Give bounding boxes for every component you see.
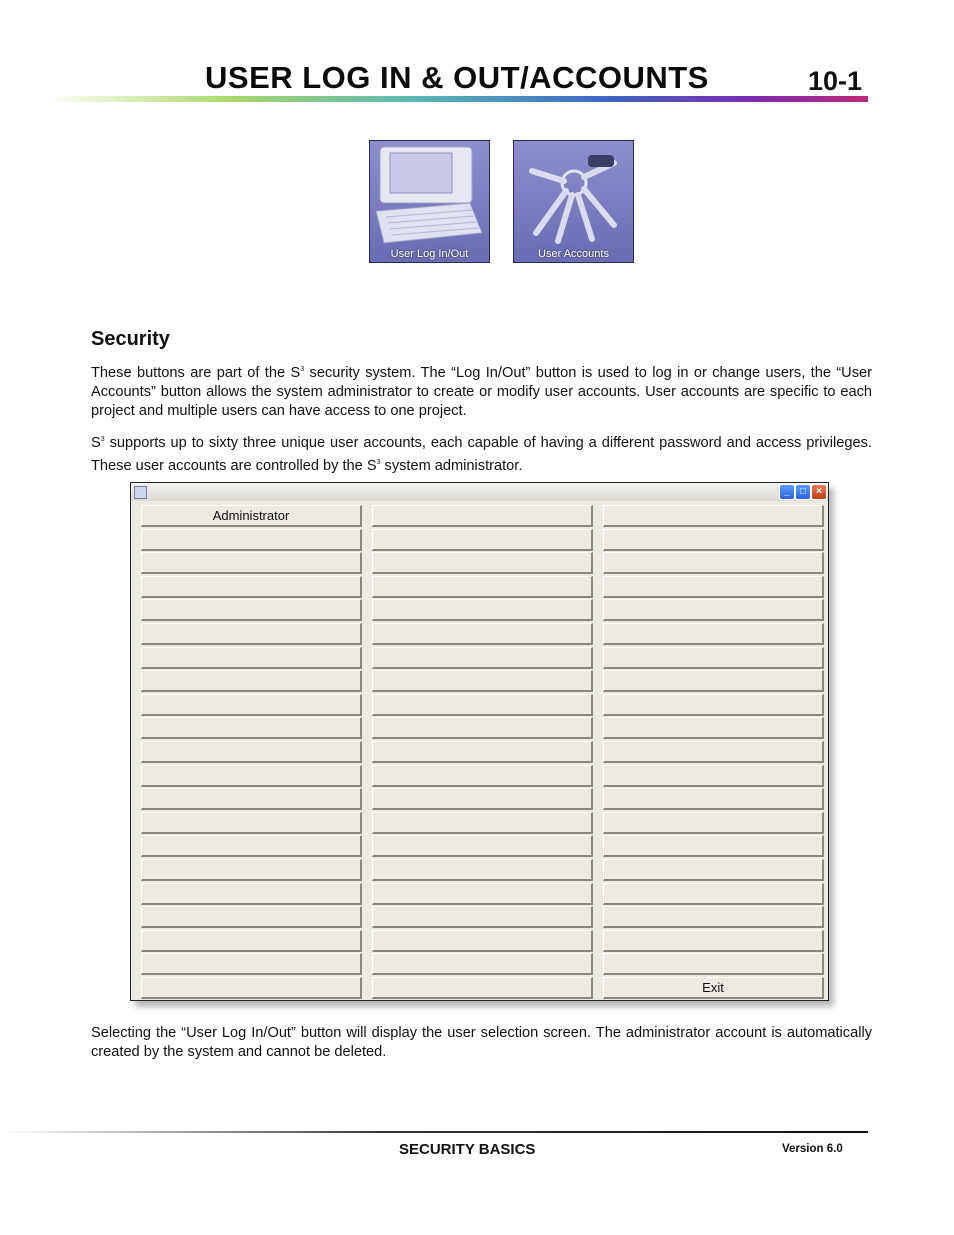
user-slot-button[interactable] (603, 670, 824, 692)
user-accounts-label: User Accounts (538, 248, 609, 260)
user-slot-button[interactable] (603, 741, 824, 763)
user-slot-button[interactable] (141, 623, 362, 645)
user-slot-button[interactable] (141, 694, 362, 716)
accounts-text-middle: supports up to sixty three unique user accounts, each capable of having a different password and access privileges. These user accounts are controlled by the S (91, 434, 872, 474)
user-slot-button[interactable] (141, 552, 362, 574)
user-slot-button[interactable] (603, 599, 824, 621)
user-slot-button[interactable] (603, 883, 824, 905)
superscript: 3 (376, 458, 381, 466)
header-gradient-rule (48, 96, 868, 102)
caption-paragraph: Selecting the “User Log In/Out” button will display the user selection screen. The administrator account is automatically created by the system and cannot be deleted. (91, 1025, 872, 1060)
footer-rule (0, 1131, 868, 1133)
user-slot-button[interactable] (603, 930, 824, 952)
section-heading: Security (91, 328, 170, 350)
user-slot-button[interactable] (372, 647, 593, 669)
user-slot-button[interactable] (603, 835, 824, 857)
keys-icon (514, 141, 633, 262)
user-log-in-out-button[interactable] (369, 140, 490, 263)
superscript: 3 (300, 366, 305, 373)
user-slot-button[interactable] (372, 835, 593, 857)
maximize-button[interactable]: □ (795, 484, 811, 500)
accounts-text-end: system administrator. (380, 457, 523, 474)
window-titlebar[interactable] (131, 483, 828, 501)
user-slot-button[interactable] (372, 906, 593, 928)
user-log-in-out-label: User Log In/Out (390, 248, 469, 260)
user-slot-button[interactable] (372, 953, 593, 975)
user-slot-button[interactable] (141, 835, 362, 857)
user-slot-button[interactable] (603, 505, 824, 527)
user-slot-button[interactable] (372, 741, 593, 763)
user-slot-button[interactable] (372, 552, 593, 574)
user-slot-button[interactable] (372, 694, 593, 716)
user-slot-button[interactable] (141, 906, 362, 928)
user-slot-button[interactable] (141, 765, 362, 787)
user-slot-button[interactable] (372, 505, 593, 527)
user-slot-button[interactable] (372, 623, 593, 645)
user-slot-button[interactable] (141, 953, 362, 975)
user-slot-button[interactable] (141, 788, 362, 810)
user-slot-button[interactable] (141, 576, 362, 598)
user-slot-button[interactable] (603, 812, 824, 834)
user-slot-button[interactable] (372, 529, 593, 551)
user-slot-button[interactable] (603, 647, 824, 669)
user-slot-button[interactable] (603, 552, 824, 574)
user-slot-button[interactable] (372, 883, 593, 905)
user-slot-button[interactable] (603, 623, 824, 645)
user-slot-button[interactable] (141, 529, 362, 551)
user-slot-button[interactable] (372, 812, 593, 834)
page-title: USER LOG IN & OUT/ACCOUNTS (205, 60, 709, 95)
user-slot-button[interactable] (141, 741, 362, 763)
user-slot-button[interactable] (603, 529, 824, 551)
user-slot-exit-button[interactable]: Exit (603, 977, 824, 999)
user-slot-button[interactable] (141, 647, 362, 669)
user-slot-button[interactable] (372, 576, 593, 598)
intro-paragraph (91, 360, 872, 421)
user-selection-window (130, 482, 829, 1001)
user-slot-button[interactable] (603, 859, 824, 881)
close-button[interactable]: × (811, 484, 827, 500)
user-slot-button[interactable] (603, 788, 824, 810)
user-slot-button[interactable] (141, 859, 362, 881)
user-slot-button[interactable] (603, 906, 824, 928)
user-slot-button[interactable] (141, 977, 362, 999)
user-slot-button[interactable] (141, 717, 362, 739)
user-slot-button[interactable] (141, 812, 362, 834)
user-slot-button[interactable] (372, 859, 593, 881)
user-slot-button[interactable] (372, 930, 593, 952)
footer-section-title: SECURITY BASICS (399, 1141, 536, 1158)
user-slot-administrator-button[interactable]: Administrator (141, 505, 362, 527)
user-slot-button[interactable] (372, 670, 593, 692)
accounts-paragraph (91, 430, 872, 476)
page-number: 10-1 (808, 66, 863, 96)
superscript: 3 (100, 436, 105, 443)
user-slot-button[interactable] (372, 977, 593, 999)
user-slot-button[interactable] (141, 599, 362, 621)
user-slot-button[interactable] (372, 599, 593, 621)
intro-text-start: These buttons are part of the S (91, 364, 301, 381)
user-slot-button[interactable] (603, 717, 824, 739)
user-slot-button[interactable] (372, 788, 593, 810)
user-accounts-button[interactable] (513, 140, 634, 263)
user-slot-button[interactable] (141, 670, 362, 692)
footer-version: Version 6.0 (782, 1143, 843, 1155)
accounts-text-start: S (91, 434, 101, 451)
user-slot-button[interactable] (141, 930, 362, 952)
user-slot-button[interactable] (372, 717, 593, 739)
user-slot-button[interactable] (141, 883, 362, 905)
computer-icon (370, 141, 489, 262)
intro-text-rest: security system. The “Log In/Out” button is used to log in or change users, the “User Accounts” button allows the system administrator to create or modify user accounts. User accounts are specific to each project and multiple users can have access to one project. (91, 364, 872, 419)
user-slot-button[interactable] (603, 576, 824, 598)
user-slot-button[interactable] (372, 765, 593, 787)
minimize-button[interactable]: _ (779, 484, 795, 500)
window-app-icon (134, 486, 147, 499)
user-slot-button[interactable] (603, 765, 824, 787)
user-slot-button[interactable] (603, 694, 824, 716)
user-slot-button[interactable] (603, 953, 824, 975)
